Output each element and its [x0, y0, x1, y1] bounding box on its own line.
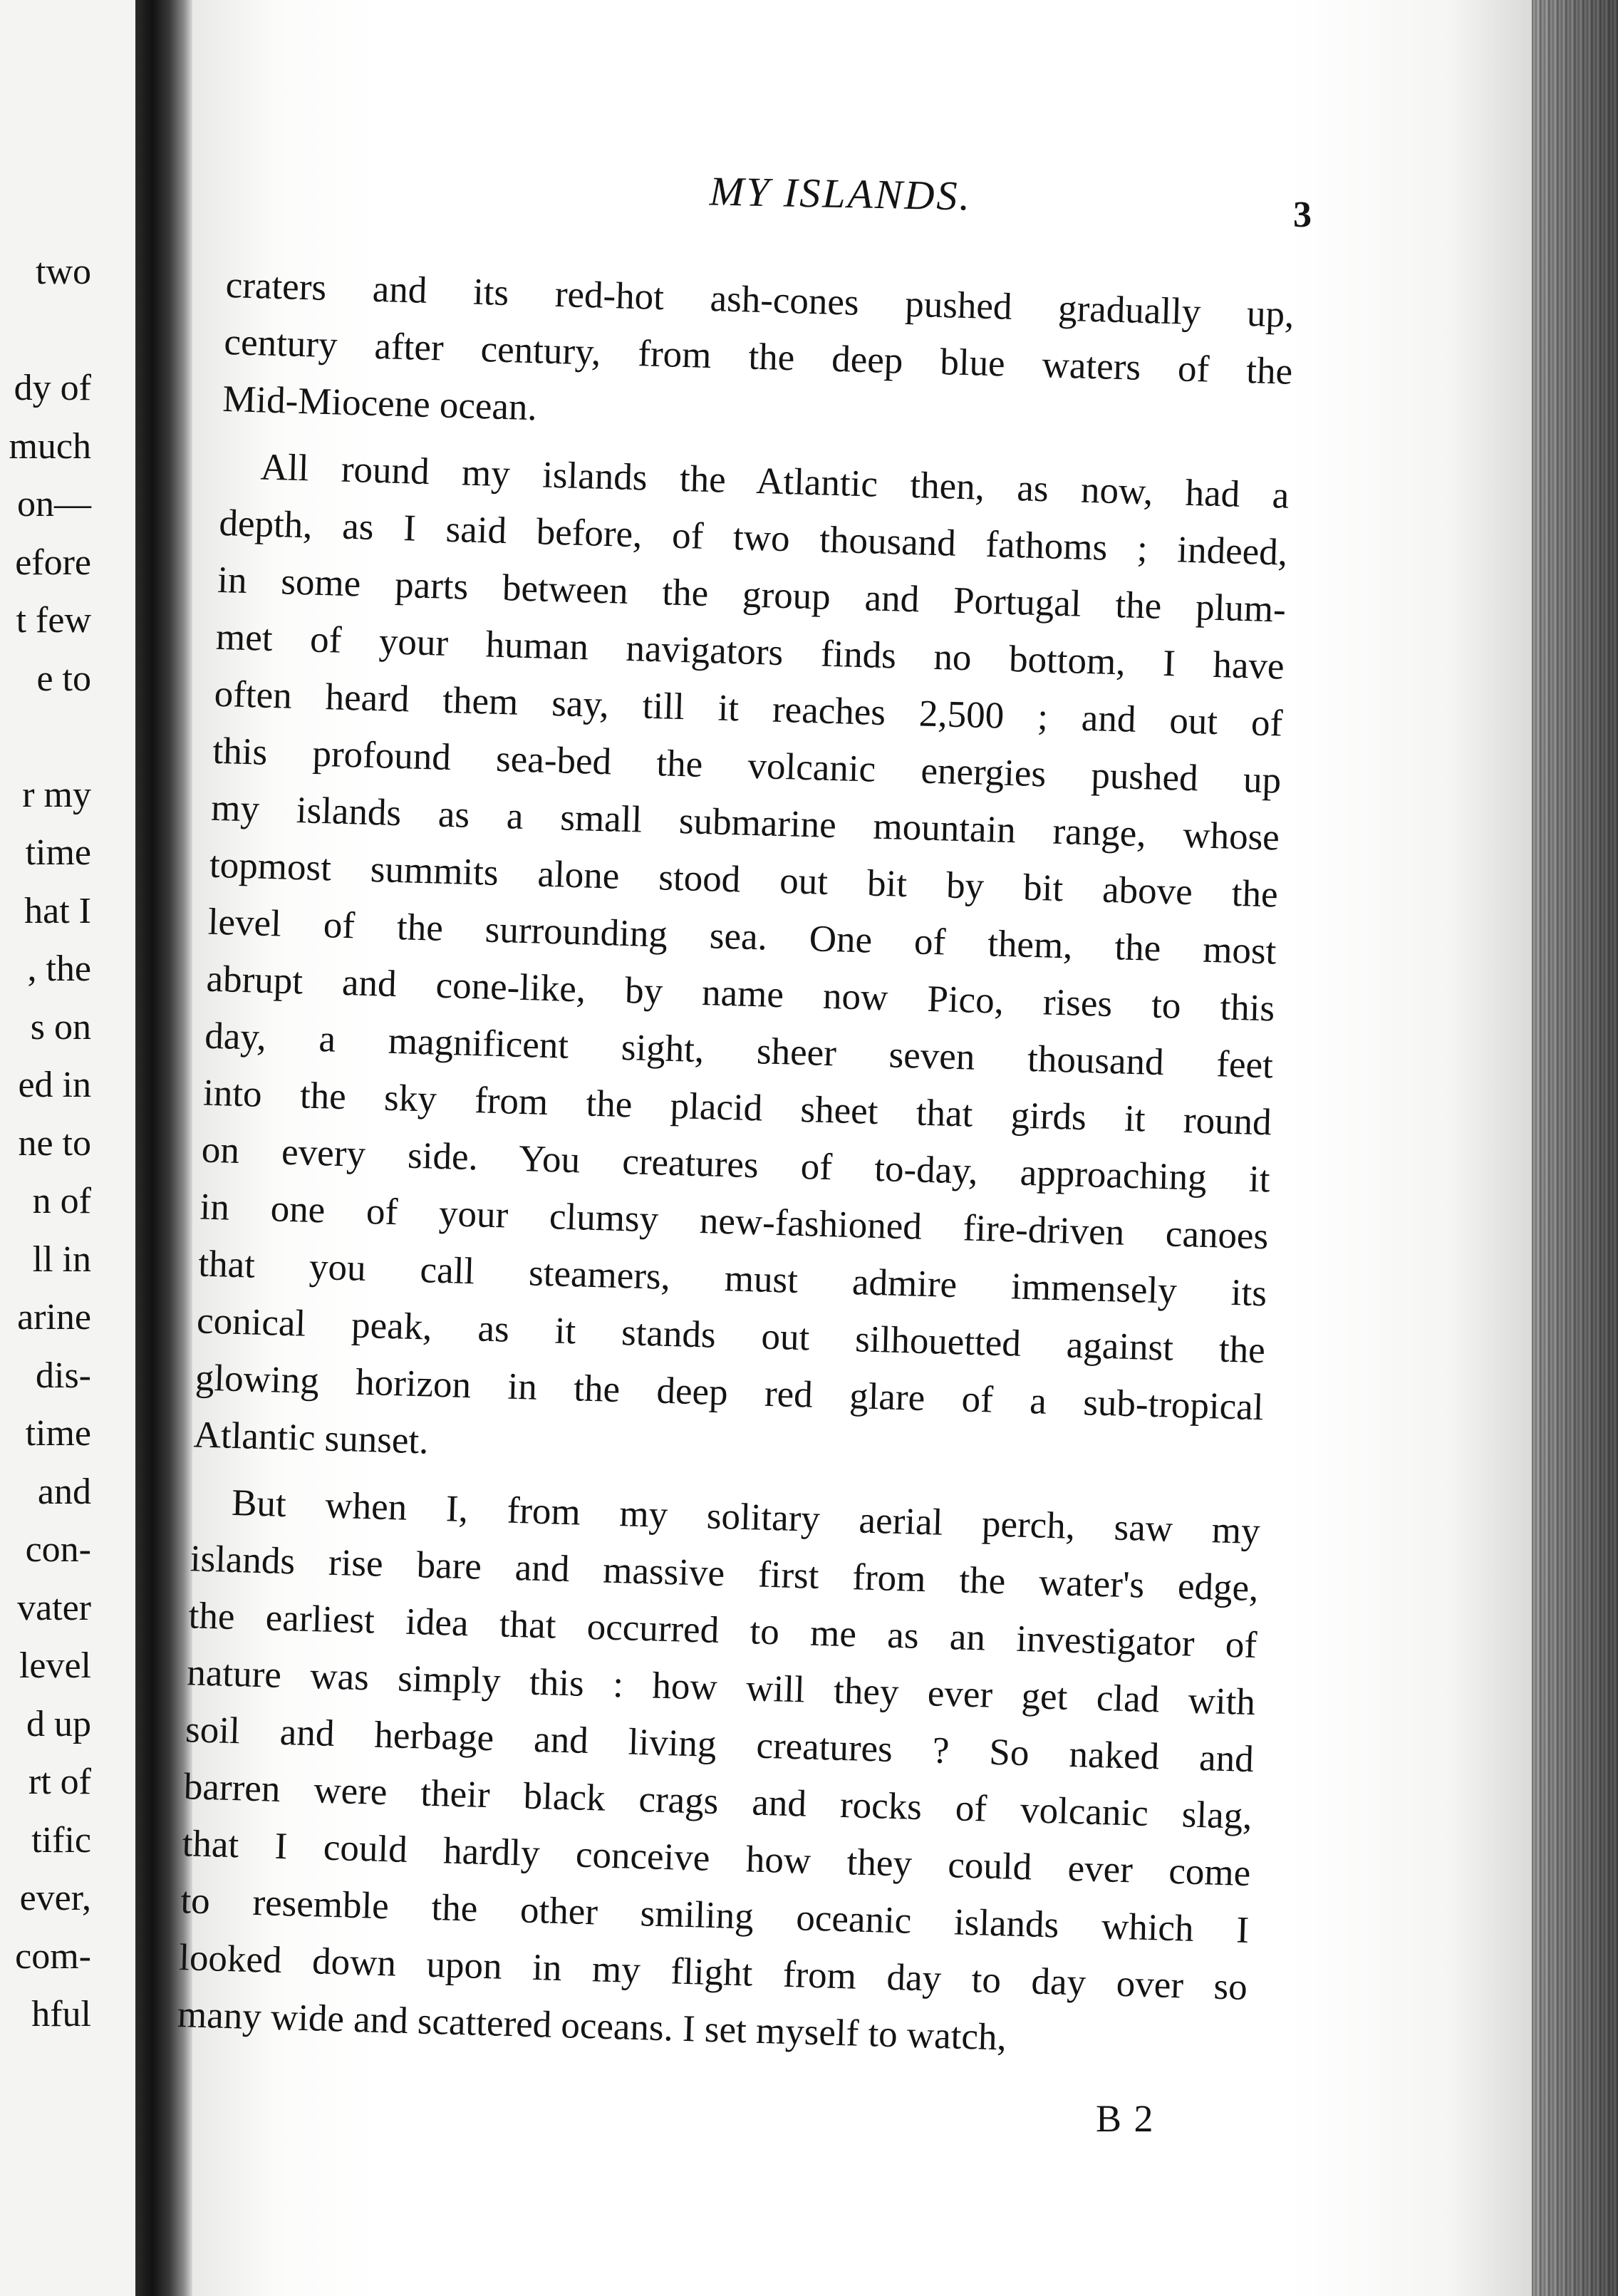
text-line: conical peak, as it stands out silhouetted against the [196, 1300, 1266, 1372]
left-page-line: ll in [32, 1239, 91, 1280]
text-line: islands rise bare and massive first from the water's edge, [190, 1538, 1260, 1610]
text-line: depth, as I said before, of two thousand fathoms ; indeed, [218, 502, 1288, 574]
left-page-line: n of [32, 1181, 91, 1221]
text-line: glowing horizon in the deep red glare of a sub-tropical [195, 1357, 1265, 1429]
text-line: topmost summits alone stood out bit by bit above the [209, 844, 1279, 916]
text-line: on every side. You creatures of to-day, approaching it [201, 1129, 1271, 1201]
paragraph [222, 257, 1295, 457]
paragraph [193, 438, 1290, 1493]
text-line: nature was simply this : how will they ever get clad with [186, 1652, 1256, 1724]
left-page-line: tific [31, 1819, 91, 1861]
page-number: 3 [1293, 195, 1312, 235]
text-line: All round my islands the Atlantic then, as now, had a [259, 446, 1290, 517]
left-page-line: and [37, 1471, 91, 1512]
left-facing-page [0, 0, 135, 2296]
left-page-line: arine [17, 1297, 91, 1338]
text-line: abrupt and cone-like, by name now Pico, rises to this [205, 958, 1275, 1030]
left-page-line: s on [30, 1006, 91, 1048]
text-line: the earliest idea that occurred to me as an investigator of [187, 1595, 1257, 1667]
left-page-line: hat I [24, 890, 91, 931]
left-page-line: much [9, 425, 91, 467]
running-head: MY ISLANDS. [709, 167, 973, 219]
text-line: day, a magnificent sight, sheer seven thousand feet [204, 1015, 1274, 1087]
left-page-line: dy of [14, 368, 91, 408]
left-page-line: r my [22, 774, 91, 815]
left-page-line: con- [25, 1529, 91, 1570]
text-line: soil and herbage and living creatures ? So naked and [185, 1709, 1255, 1781]
left-page-line: dis- [36, 1355, 91, 1396]
text-line: into the sky from the placid sheet that girds it round [202, 1072, 1272, 1144]
body-text [177, 257, 1295, 2073]
left-page-line: ed in [18, 1065, 91, 1105]
text-line: level of the surrounding sea. One of them, the most [207, 901, 1277, 973]
left-page-line: hful [31, 1994, 91, 2034]
left-page-line: efore [15, 542, 91, 583]
text-line: Mid-Miocene ocean. [222, 378, 538, 429]
text-line: craters and its red-hot ash-cones pushed gradually up, [225, 264, 1295, 336]
text-line: this profound sea-bed the volcanic energies pushed up [212, 730, 1282, 802]
left-page-line: vater [17, 1587, 91, 1628]
text-line: in some parts between the group and Portugal the plum- [217, 559, 1287, 631]
text-line: century after century, from the deep blue waters of the [223, 321, 1293, 393]
left-page-line: on— [17, 484, 91, 524]
left-page-line: , the [27, 948, 91, 989]
text-line: my islands as a small submarine mountain range, whose [210, 787, 1280, 859]
signature-mark: B 2 [1096, 2097, 1155, 2140]
text-line: to resemble the other smiling oceanic islands which I [180, 1880, 1250, 1951]
text-line: often heard them say, till it reaches 2,500 ; and out of [214, 673, 1284, 745]
page-edges [1532, 0, 1618, 2296]
text-line: Atlantic sunset. [193, 1414, 430, 1462]
left-page-line: level [19, 1645, 91, 1686]
text-line: met of your human navigators finds no bottom, I have [215, 616, 1285, 688]
text-line: many wide and scattered oceans. I set myself to watch, [177, 1994, 1007, 2059]
text-line: barren were their black crags and rocks of volcanic slag, [183, 1766, 1253, 1838]
left-page-line: com- [15, 1935, 91, 1977]
left-page-line: time [25, 1413, 91, 1454]
left-page-line: ne to [18, 1122, 91, 1164]
text-line: But when I, from my solitary aerial perch, saw my [231, 1481, 1261, 1553]
left-page-line: ever, [19, 1878, 91, 1918]
left-page-line: time [25, 832, 91, 873]
paragraph [177, 1473, 1261, 2073]
left-page-line: rt of [28, 1762, 91, 1802]
text-line: that you call steamers, must admire immensely its [197, 1243, 1267, 1315]
text-line: looked down upon in my flight from day to day over so [178, 1937, 1248, 2008]
left-page-line: e to [36, 658, 91, 699]
left-page-line: two [36, 252, 91, 292]
text-line: in one of your clumsy new-fashioned fire-driven canoes [199, 1186, 1269, 1258]
text-line: that I could hardly conceive how they could ever come [181, 1823, 1252, 1895]
left-page-line: t few [16, 600, 91, 641]
left-page-line: d up [26, 1703, 91, 1744]
